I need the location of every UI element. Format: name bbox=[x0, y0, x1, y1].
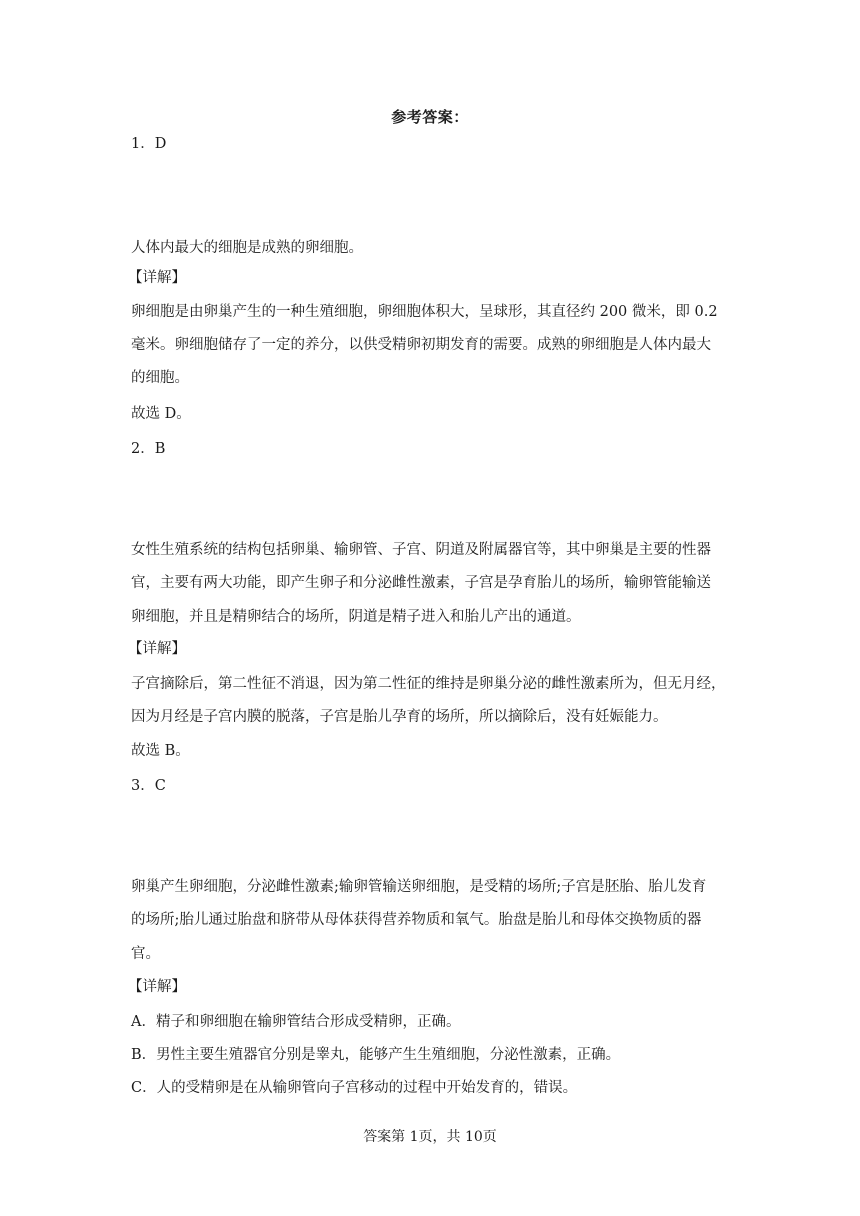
page-footer: 答案第 1页，共 10页 bbox=[363, 1129, 497, 1145]
question-heading: 1．D bbox=[131, 136, 167, 152]
option-text: B．男性主要生殖器官分别是睾丸，能够产生生殖细胞，分泌性激素，正确。 bbox=[131, 1047, 621, 1063]
analysis-text: 官。 bbox=[131, 946, 160, 962]
analysis-text: 卵细胞，并且是精卵结合的场所，阴道是精子进入和胎儿产出的通道。 bbox=[131, 609, 581, 625]
analysis-text: 卵巢产生卵细胞，分泌雌性激素;输卵管输送卵细胞，是受精的场所;子宫是胚胎、胎儿发育 bbox=[131, 879, 707, 895]
detail-text: 子宫摘除后，第二性征不消退，因为第二性征的维持是卵巢分泌的雌性激素所为，但无月经， bbox=[131, 676, 726, 692]
page-title: 参考答案： bbox=[391, 108, 469, 126]
option-text: C．人的受精卵是在从输卵管向子宫移动的过程中开始发育的，错误。 bbox=[131, 1080, 578, 1096]
detail-text: 因为月经是子宫内膜的脱落，子宫是胎儿孕育的场所，所以摘除后，没有妊娠能力。 bbox=[131, 709, 668, 725]
detail-text: 卵细胞是由卵巢产生的一种生殖细胞，卵细胞体积大，呈球形，其直径约 200 微米，即 0.2 bbox=[131, 304, 718, 320]
analysis-text: 女性生殖系统的结构包括卵巢、输卵管、子宫、阴道及附属器官等，其中卵巢是主要的性器 bbox=[131, 542, 711, 558]
question-heading: 2．B bbox=[131, 441, 166, 457]
detail-text: 毫米。卵细胞储存了一定的养分，以供受精卵初期发育的需要。成熟的卵细胞是人体内最大 bbox=[131, 337, 711, 353]
option-text: A．精子和卵细胞在输卵管结合形成受精卵，正确。 bbox=[131, 1014, 461, 1030]
conclusion-text: 故选 B。 bbox=[131, 743, 190, 759]
analysis-text: 的场所;胎儿通过胎盘和脐带从母体获得营养物质和氧气。胎盘是胎儿和母体交换物质的器 bbox=[131, 912, 702, 928]
detail-text: 的细胞。 bbox=[131, 370, 189, 386]
question-heading: 3．C bbox=[131, 778, 166, 794]
conclusion-text: 故选 D。 bbox=[131, 406, 191, 422]
analysis-text: 人体内最大的细胞是成熟的卵细胞。 bbox=[131, 240, 363, 256]
detail-label: 【详解】 bbox=[128, 979, 186, 995]
detail-label: 【详解】 bbox=[128, 270, 186, 286]
analysis-text: 官，主要有两大功能，即产生卵子和分泌雌性激素，子宫是孕育胎儿的场所，输卵管能输送 bbox=[131, 575, 711, 591]
detail-label: 【详解】 bbox=[128, 641, 186, 657]
